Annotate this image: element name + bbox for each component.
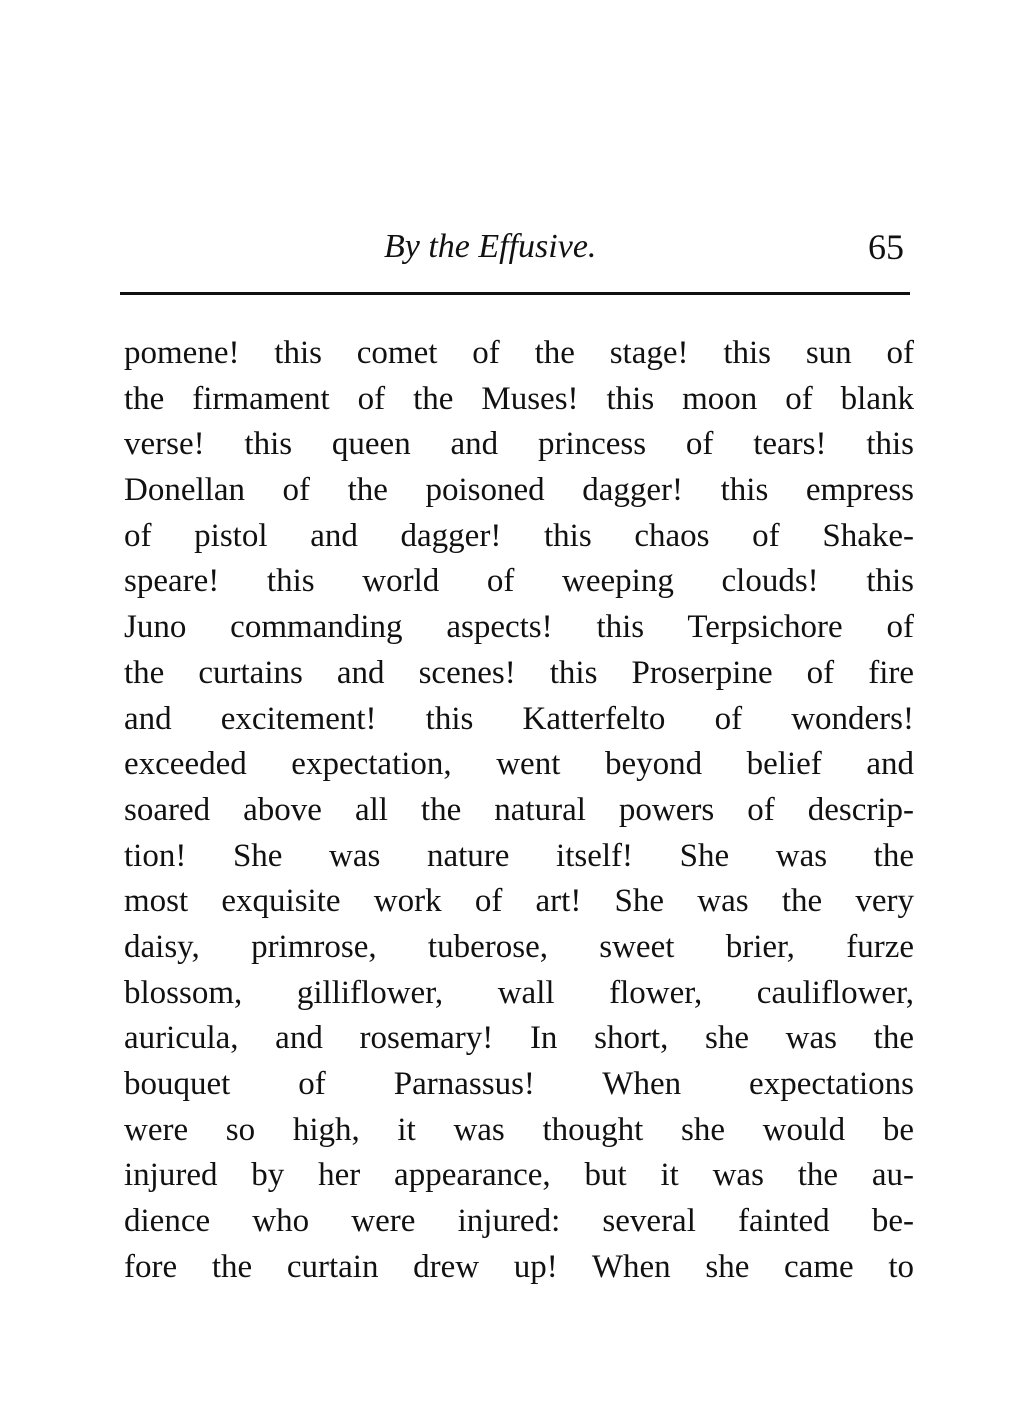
header-rule [120, 292, 910, 295]
text-line: dience who were injured: several fainted be- [124, 1203, 914, 1240]
text-line: most exquisite work of art! She was the very [124, 883, 914, 920]
text-line: Donellan of the poisoned dagger! this empress [124, 472, 914, 509]
text-line: verse! this queen and princess of tears! this [124, 426, 914, 463]
text-line: of pistol and dagger! this chaos of Shake- [124, 517, 914, 554]
running-title: By the Effusive. [384, 228, 597, 265]
text-line: fore the curtain drew up! When she came to [124, 1248, 914, 1285]
text-line: blossom, gilliflower, wall flower, cauliflower, [124, 974, 914, 1011]
text-line: speare! this world of weeping clouds! this [124, 563, 914, 600]
text-line: pomene! this comet of the stage! this sun of [124, 335, 914, 371]
text-line: the firmament of the Muses! this moon of blank [124, 380, 914, 417]
text-line: the curtains and scenes! this Proserpine of fire [124, 654, 914, 691]
text-line: soared above all the natural powers of descrip- [124, 791, 914, 828]
text-line: Juno commanding aspects! this Terpsichore of [124, 609, 914, 646]
body-text [124, 331, 914, 1290]
text-line: auricula, and rosemary! In short, she was the [124, 1020, 914, 1057]
text-line: and excitement! this Katterfelto of wonders! [124, 700, 914, 737]
page-number: 65 [868, 227, 904, 267]
text-line: bouquet of Parnassus! When expectations [124, 1066, 914, 1102]
text-line: injured by her appearance, but it was the au- [124, 1157, 914, 1194]
text-line: exceeded expectation, went beyond belief and [124, 746, 914, 783]
text-line: tion! She was nature itself! She was the [124, 837, 914, 874]
running-head [122, 222, 912, 272]
text-line: daisy, primrose, tuberose, sweet brier, furze [124, 928, 914, 965]
text-line: were so high, it was thought she would be [124, 1111, 914, 1148]
